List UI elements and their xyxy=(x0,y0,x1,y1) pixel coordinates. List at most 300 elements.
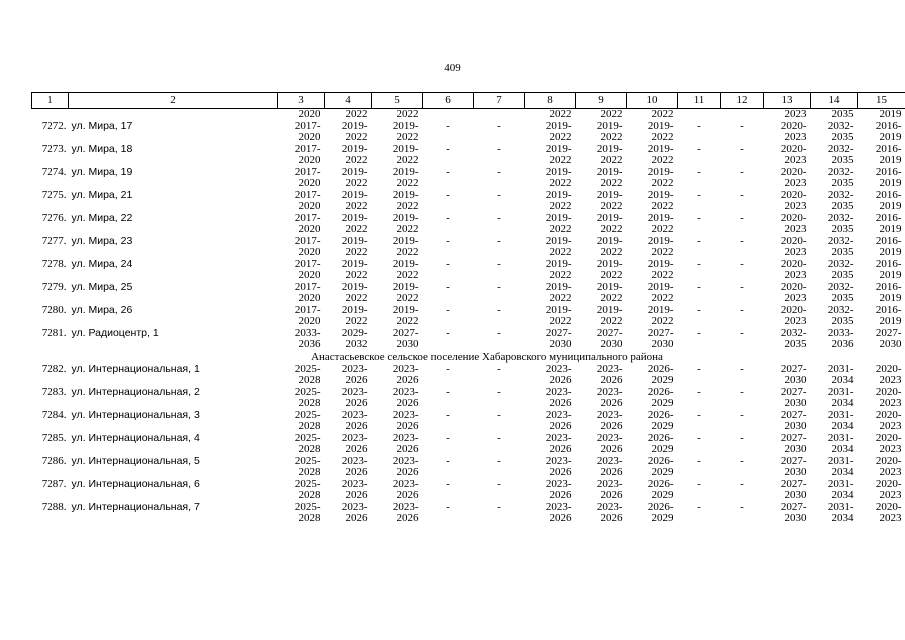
dash-cell: - xyxy=(697,188,701,201)
period-start: 2023- xyxy=(596,408,623,421)
period-start: 2023- xyxy=(545,431,572,444)
street-address: ул. Интернациональная, 3 xyxy=(71,408,200,421)
period-start: 2025- xyxy=(294,477,321,490)
empty-cell xyxy=(423,513,474,525)
empty-cell xyxy=(721,293,764,305)
period-end: 2028 xyxy=(298,443,321,455)
dash-cell: - xyxy=(697,408,701,421)
empty-cell xyxy=(423,316,474,328)
empty-cell xyxy=(423,375,474,387)
dash-cell: - xyxy=(497,408,501,421)
empty-cell xyxy=(32,421,69,433)
empty-cell xyxy=(678,178,721,190)
period-start: 2026- xyxy=(647,385,674,398)
dash-cell: - xyxy=(697,211,701,224)
period-start: 2026- xyxy=(647,431,674,444)
period-end: 2026 xyxy=(600,397,623,409)
period-start: 2032- xyxy=(827,188,854,201)
empty-cell xyxy=(69,132,278,144)
period-end: 2020 xyxy=(298,315,321,327)
empty-cell xyxy=(32,201,69,213)
dash-cell: - xyxy=(497,362,501,375)
table-row xyxy=(32,387,905,399)
period-start: 2023- xyxy=(545,385,572,398)
empty-cell xyxy=(721,513,764,525)
row-number: 7288. xyxy=(41,500,67,513)
period-start: 2027- xyxy=(392,326,419,339)
empty-cell xyxy=(721,467,764,479)
period-start: 2016- xyxy=(875,119,902,132)
dash-cell: - xyxy=(446,257,450,270)
period-end: 2030 xyxy=(879,338,902,350)
dash-cell: - xyxy=(697,326,701,339)
period-end: 2026 xyxy=(600,489,623,501)
period-end: 2019 xyxy=(879,154,902,166)
empty-cell xyxy=(721,375,764,387)
period-end: 2026 xyxy=(549,443,572,455)
period-start: 2031- xyxy=(827,500,854,513)
table-row-continued xyxy=(32,316,905,328)
dash-cell: - xyxy=(497,477,501,490)
period-start: 2019- xyxy=(647,234,674,247)
dash-cell: - xyxy=(497,326,501,339)
period-start: 2025- xyxy=(294,385,321,398)
period-start: 2019- xyxy=(647,211,674,224)
table-row xyxy=(32,259,905,271)
table-row-continued xyxy=(32,155,905,167)
period-start: 2019- xyxy=(341,211,368,224)
period-start: 2020- xyxy=(780,280,807,293)
empty-cell xyxy=(32,339,69,351)
period-end: 2032 xyxy=(345,338,368,350)
period-end: 2035 xyxy=(784,338,807,350)
empty-cell xyxy=(721,247,764,259)
empty-cell xyxy=(474,513,525,525)
row-number: 7274. xyxy=(41,165,67,178)
table-row-continued xyxy=(32,178,905,190)
dash-cell: - xyxy=(497,211,501,224)
period-end: 2030 xyxy=(600,338,623,350)
empty-cell xyxy=(32,467,69,479)
period-start: 2023- xyxy=(596,362,623,375)
empty-cell xyxy=(32,270,69,282)
period-start: 2017- xyxy=(294,280,321,293)
street-address: ул. Мира, 23 xyxy=(71,234,133,247)
dash-cell: - xyxy=(497,165,501,178)
row-number: 7287. xyxy=(41,477,67,490)
period-end: 2019 xyxy=(879,131,902,143)
table-row-continued xyxy=(32,444,905,456)
empty-cell xyxy=(32,132,69,144)
street-address: ул. Интернациональная, 6 xyxy=(71,477,200,490)
period-end: 2026 xyxy=(600,466,623,478)
period-end: 2030 xyxy=(784,443,807,455)
period-end: 2022 xyxy=(345,315,368,327)
period-start: 2023- xyxy=(341,477,368,490)
period-start: 2019- xyxy=(341,257,368,270)
period-start: 2031- xyxy=(827,477,854,490)
period-start: 2031- xyxy=(827,454,854,467)
empty-cell xyxy=(721,224,764,236)
period-end: 2022 xyxy=(651,200,674,212)
dash-cell: - xyxy=(446,119,450,132)
dash-cell: - xyxy=(497,257,501,270)
empty-cell xyxy=(423,339,474,351)
period-end: 2035 xyxy=(831,315,854,327)
empty-cell xyxy=(474,375,525,387)
empty-cell xyxy=(678,293,721,305)
dash-cell: - xyxy=(740,362,744,375)
dash-cell: - xyxy=(740,454,744,467)
period-end: 2023 xyxy=(879,397,902,409)
table-row-continued xyxy=(32,247,905,259)
period-start: 2031- xyxy=(827,408,854,421)
period-start: 2027- xyxy=(780,500,807,513)
period-start: 2032- xyxy=(827,165,854,178)
period-start: 2017- xyxy=(294,188,321,201)
empty-cell xyxy=(474,293,525,305)
period-end: 2028 xyxy=(298,397,321,409)
table-row xyxy=(32,144,905,156)
period-end: 2022 xyxy=(396,154,419,166)
period-end: 2030 xyxy=(549,338,572,350)
period-end: 2020 xyxy=(298,269,321,281)
column-header-2: 2 xyxy=(69,93,278,109)
period-end: 2028 xyxy=(298,466,321,478)
table-body xyxy=(32,109,905,525)
period-end: 2020 xyxy=(298,177,321,189)
period-start: 2032- xyxy=(827,303,854,316)
period-end: 2023 xyxy=(784,315,807,327)
period-start: 2025- xyxy=(294,408,321,421)
street-address: ул. Мира, 22 xyxy=(71,211,133,224)
dash-cell: - xyxy=(446,477,450,490)
period-start: 2020- xyxy=(780,211,807,224)
period-start: 2019- xyxy=(392,188,419,201)
period-end: 2034 xyxy=(831,374,854,386)
period-start: 2019- xyxy=(596,211,623,224)
period-end: 2026 xyxy=(345,512,368,524)
period-end: 2022 xyxy=(345,223,368,235)
street-address: ул. Мира, 24 xyxy=(71,257,133,270)
period-start: 2026- xyxy=(647,477,674,490)
period-start: 2019- xyxy=(596,119,623,132)
table-row xyxy=(32,213,905,225)
period-end: 2023 xyxy=(879,374,902,386)
period-start: 2017- xyxy=(294,211,321,224)
period-start: 2023- xyxy=(341,408,368,421)
period-end: 2022 xyxy=(345,269,368,281)
empty-cell xyxy=(721,178,764,190)
period-start: 2020- xyxy=(875,408,902,421)
period-end: 2028 xyxy=(298,420,321,432)
dash-cell: - xyxy=(497,119,501,132)
period-end: 2022 xyxy=(549,223,572,235)
empty-cell xyxy=(32,247,69,259)
column-header-3: 3 xyxy=(278,93,325,109)
period-start: 2023- xyxy=(596,431,623,444)
page-number: 409 xyxy=(444,62,461,74)
dash-cell: - xyxy=(697,119,701,132)
street-address: ул. Интернациональная, 1 xyxy=(71,362,200,375)
period-start: 2020- xyxy=(780,188,807,201)
empty-cell xyxy=(423,132,474,144)
period-start: 2019- xyxy=(545,234,572,247)
street-address: ул. Интернациональная, 2 xyxy=(71,385,200,398)
table-row-continued xyxy=(32,339,905,351)
period-end: 2029 xyxy=(651,466,674,478)
empty-cell xyxy=(69,270,278,282)
period-end: 2036 xyxy=(831,338,854,350)
dash-cell: - xyxy=(697,454,701,467)
period-start: 2019- xyxy=(545,142,572,155)
period-end: 2022 xyxy=(396,292,419,304)
period-end: 2026 xyxy=(600,374,623,386)
period-end: 2035 xyxy=(831,292,854,304)
period-end: 2022 xyxy=(345,246,368,258)
continuation-cell: 2022 xyxy=(345,108,368,120)
period-start: 2023- xyxy=(392,500,419,513)
dash-cell: - xyxy=(697,385,701,398)
period-end: 2026 xyxy=(549,489,572,501)
dash-cell: - xyxy=(697,142,701,155)
dash-cell: - xyxy=(740,165,744,178)
empty-cell xyxy=(423,201,474,213)
dash-cell: - xyxy=(497,385,501,398)
empty-cell xyxy=(678,132,721,144)
empty-cell xyxy=(423,270,474,282)
dash-cell: - xyxy=(740,431,744,444)
row-number: 7280. xyxy=(41,303,67,316)
period-end: 2026 xyxy=(345,374,368,386)
continuation-cell: 2022 xyxy=(549,108,572,120)
period-end: 2022 xyxy=(600,292,623,304)
dash-cell: - xyxy=(446,500,450,513)
table-row-continued xyxy=(32,132,905,144)
period-start: 2027- xyxy=(780,385,807,398)
row-number: 7279. xyxy=(41,280,67,293)
dash-cell: - xyxy=(740,234,744,247)
table-row xyxy=(32,502,905,514)
table-row-continued xyxy=(32,224,905,236)
row-number: 7281. xyxy=(41,326,67,339)
empty-cell xyxy=(721,155,764,167)
period-end: 2023 xyxy=(879,466,902,478)
period-start: 2019- xyxy=(647,280,674,293)
table-row xyxy=(32,328,905,340)
period-start: 2019- xyxy=(596,257,623,270)
period-end: 2029 xyxy=(651,489,674,501)
period-start: 2019- xyxy=(545,303,572,316)
period-start: 2017- xyxy=(294,142,321,155)
period-start: 2019- xyxy=(545,119,572,132)
empty-cell xyxy=(721,339,764,351)
period-end: 2022 xyxy=(396,269,419,281)
empty-cell xyxy=(423,224,474,236)
table-row xyxy=(32,456,905,468)
section-title: Анастасьевское сельское поселение Хабаровского муниципального района xyxy=(311,350,663,363)
empty-cell xyxy=(32,444,69,456)
period-end: 2023 xyxy=(879,443,902,455)
schedule-table-container xyxy=(31,92,902,525)
period-end: 2035 xyxy=(831,223,854,235)
period-end: 2030 xyxy=(784,374,807,386)
empty-cell xyxy=(678,513,721,525)
period-end: 2026 xyxy=(396,489,419,501)
dash-cell: - xyxy=(497,280,501,293)
dash-cell: - xyxy=(446,385,450,398)
row-number: 7275. xyxy=(41,188,67,201)
street-address: ул. Мира, 19 xyxy=(71,165,133,178)
period-end: 2022 xyxy=(600,269,623,281)
period-end: 2023 xyxy=(784,131,807,143)
period-start: 2026- xyxy=(647,454,674,467)
period-end: 2029 xyxy=(651,512,674,524)
continuation-cell xyxy=(474,109,525,121)
period-start: 2016- xyxy=(875,142,902,155)
period-end: 2022 xyxy=(345,292,368,304)
column-header-7: 7 xyxy=(474,93,525,109)
period-end: 2028 xyxy=(298,489,321,501)
period-start: 2023- xyxy=(392,454,419,467)
empty-cell xyxy=(474,490,525,502)
dash-cell: - xyxy=(446,454,450,467)
period-end: 2030 xyxy=(784,466,807,478)
empty-cell xyxy=(721,398,764,410)
period-start: 2019- xyxy=(647,119,674,132)
dash-cell: - xyxy=(740,326,744,339)
period-start: 2020- xyxy=(875,362,902,375)
street-address: ул. Мира, 21 xyxy=(71,188,133,201)
empty-cell xyxy=(423,178,474,190)
empty-cell xyxy=(678,421,721,433)
period-start: 2023- xyxy=(392,431,419,444)
period-start: 2025- xyxy=(294,362,321,375)
period-end: 2022 xyxy=(396,246,419,258)
period-end: 2034 xyxy=(831,443,854,455)
period-start: 2023- xyxy=(545,408,572,421)
dash-cell: - xyxy=(497,454,501,467)
empty-cell xyxy=(678,444,721,456)
period-start: 2019- xyxy=(341,234,368,247)
period-start: 2031- xyxy=(827,385,854,398)
period-end: 2022 xyxy=(345,177,368,189)
period-start: 2023- xyxy=(341,385,368,398)
continuation-cell xyxy=(32,109,69,121)
dash-cell: - xyxy=(446,362,450,375)
period-end: 2022 xyxy=(345,154,368,166)
empty-cell xyxy=(69,490,278,502)
period-start: 2019- xyxy=(392,211,419,224)
period-end: 2019 xyxy=(879,200,902,212)
empty-cell xyxy=(678,201,721,213)
period-end: 2035 xyxy=(831,177,854,189)
period-end: 2022 xyxy=(600,315,623,327)
street-address: ул. Интернациональная, 5 xyxy=(71,454,200,467)
period-end: 2022 xyxy=(549,131,572,143)
period-end: 2022 xyxy=(651,246,674,258)
continuation-cell: 2023 xyxy=(784,108,807,120)
period-end: 2035 xyxy=(831,131,854,143)
period-start: 2019- xyxy=(545,211,572,224)
period-end: 2022 xyxy=(600,246,623,258)
period-end: 2029 xyxy=(651,420,674,432)
period-end: 2026 xyxy=(345,420,368,432)
period-start: 2019- xyxy=(596,303,623,316)
period-end: 2019 xyxy=(879,177,902,189)
table-row-continued xyxy=(32,270,905,282)
period-start: 2019- xyxy=(545,280,572,293)
period-end: 2030 xyxy=(784,512,807,524)
column-number-header xyxy=(32,93,905,109)
continuation-cell: 2022 xyxy=(651,108,674,120)
period-start: 2023- xyxy=(341,454,368,467)
empty-cell xyxy=(474,224,525,236)
period-start: 2017- xyxy=(294,119,321,132)
period-start: 2029- xyxy=(341,326,368,339)
period-start: 2032- xyxy=(827,211,854,224)
period-end: 2023 xyxy=(784,246,807,258)
period-end: 2022 xyxy=(396,131,419,143)
empty-cell xyxy=(32,316,69,328)
period-start: 2026- xyxy=(647,362,674,375)
dash-cell: - xyxy=(740,500,744,513)
dash-cell: - xyxy=(446,234,450,247)
continuation-cell xyxy=(423,109,474,121)
schedule-table xyxy=(31,92,905,525)
period-end: 2023 xyxy=(784,223,807,235)
period-start: 2020- xyxy=(780,119,807,132)
period-start: 2017- xyxy=(294,234,321,247)
period-end: 2030 xyxy=(396,338,419,350)
period-start: 2019- xyxy=(647,142,674,155)
period-start: 2020- xyxy=(780,142,807,155)
empty-cell xyxy=(721,132,764,144)
period-end: 2022 xyxy=(396,177,419,189)
period-end: 2034 xyxy=(831,397,854,409)
period-end: 2030 xyxy=(651,338,674,350)
period-start: 2023- xyxy=(596,454,623,467)
period-end: 2022 xyxy=(651,131,674,143)
period-start: 2019- xyxy=(647,188,674,201)
dash-cell: - xyxy=(497,142,501,155)
street-address: ул. Интернациональная, 7 xyxy=(71,500,200,513)
period-end: 2022 xyxy=(651,177,674,189)
period-start: 2020- xyxy=(875,431,902,444)
period-end: 2030 xyxy=(784,420,807,432)
dash-cell: - xyxy=(446,165,450,178)
period-start: 2019- xyxy=(545,188,572,201)
period-start: 2020- xyxy=(875,500,902,513)
period-start: 2019- xyxy=(392,257,419,270)
period-end: 2022 xyxy=(549,315,572,327)
period-start: 2026- xyxy=(647,408,674,421)
period-end: 2029 xyxy=(651,397,674,409)
column-header-9: 9 xyxy=(576,93,627,109)
period-start: 2019- xyxy=(596,142,623,155)
dash-cell: - xyxy=(497,431,501,444)
dash-cell: - xyxy=(697,362,701,375)
period-end: 2026 xyxy=(396,443,419,455)
period-end: 2022 xyxy=(651,292,674,304)
period-start: 2016- xyxy=(875,165,902,178)
row-number: 7283. xyxy=(41,385,67,398)
period-end: 2026 xyxy=(345,466,368,478)
continuation-cell: 2022 xyxy=(396,108,419,120)
period-end: 2023 xyxy=(784,269,807,281)
column-header-13: 13 xyxy=(764,93,811,109)
dash-cell: - xyxy=(497,188,501,201)
